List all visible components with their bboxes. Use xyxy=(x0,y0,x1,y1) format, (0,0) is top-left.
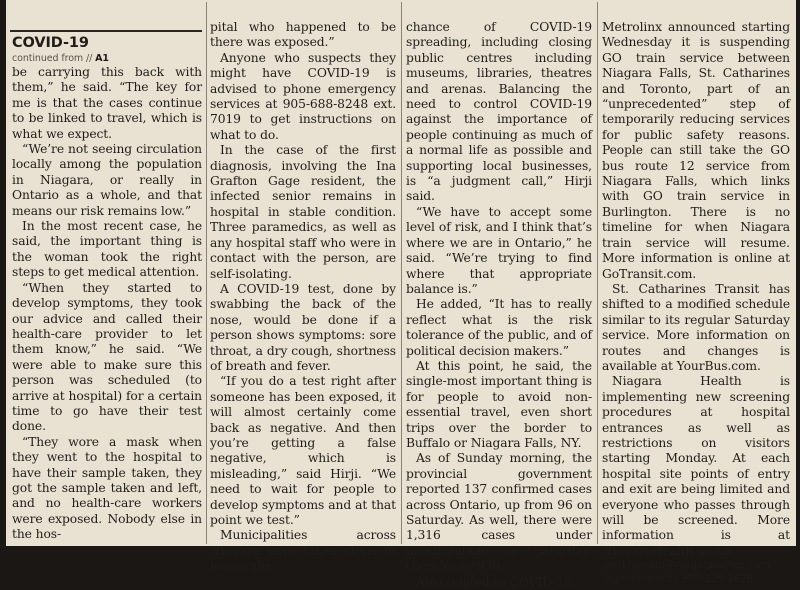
paragraph: He added, “It has to really reflect what is the risk tolerance of the public, and of political decision makers.” xyxy=(406,297,592,358)
continued-from: continued from // A1 xyxy=(12,53,109,64)
paragraph: In the most recent case, he said, the important thing is the woman took the right steps to get medical attention. xyxy=(12,219,202,280)
continued-from-text: continued from xyxy=(12,53,84,64)
continued-page: A1 xyxy=(95,53,109,64)
paragraph: “When they started to develop symptoms, they took our advice and called their health-care provider to let them know,” he said. “We were able to make sure this person was scheduled (to arrive at hospital) for a certain time to go have their test done. xyxy=(12,280,202,434)
paragraph: “If you do a test right after someone has been exposed, it will almost certainly come back as negative. And then you’re getting a false negative, which is misleading,” said Hirji. “We need to wait for people to develop symptoms and at that point we test.” xyxy=(210,374,396,527)
column-1 xyxy=(12,34,202,580)
column-divider xyxy=(206,2,207,544)
paragraph: be carrying this back with them,” he said. “The key for me is that the cases continue to be linked to travel, which is what we expect. xyxy=(12,65,202,141)
paragraph: In the case of the first diagnosis, involving the Ina Grafton Gage resident, the infected senior remains in hospital in stable condition. Three paramedics, as well as any hospital staff who were in contact with the person, are self-isolating. xyxy=(210,143,396,281)
paragraph: “We have to accept some level of risk, and I think that’s where we are in Ontario,” he said. “We’re trying to find where that appropriate balance is.” xyxy=(406,204,592,296)
paragraph: Also related to COVID-19: xyxy=(416,574,576,589)
paragraph: Metrolinx announced starting Wednesday it is suspending GO train service between Niagara Falls, St. Catharines and Toronto, part of an “unprecedented” step of temporarily reducing services for public safety reasons. People can still take the GO bus route 12 service from Niagara Falls, which links with GO train service in Burlington. There is no timeline for when Niagara train service will resume. More information is online at GoTransit.com. xyxy=(602,20,790,281)
paragraph: Anyone who suspects they might have COVID-19 is advised to phone emergency services at 905-688-8248 ext. 7019 to get instructions on what to do. xyxy=(210,50,396,142)
byline-email[interactable]: gord.howard@niagaradailies.com xyxy=(602,560,770,572)
paragraph: St. Catharines Transit has shifted to a modified schedule similar to its regular Saturday service. More information on routes and changes is available at YourBus.com. xyxy=(602,281,790,373)
column-divider xyxy=(401,2,402,544)
byline-social: @gordhoward | 905-225-1626 xyxy=(602,573,753,585)
paragraph: “We’re not seeing circulation locally among the population in Niagara, or really in Ontario as a whole, and that means our risk remains low.” xyxy=(12,142,202,218)
kicker-label: COVID-19 xyxy=(12,35,89,51)
section-rule xyxy=(10,30,202,32)
paragraph: Municipalities across Niagara have taken steps to lessen the xyxy=(210,528,396,574)
column-3 xyxy=(406,20,592,589)
newspaper-page xyxy=(6,0,796,589)
paragraph: chance of COVID-19 spreading, including closing public centres including museums, libraries, theatres and arenas. Balancing the need to control COVID-19 against the importance of people continuing as much of a normal life as possible and supporting local businesses, is “a judgment call,” Hirji said. xyxy=(406,20,592,204)
paragraph: As of Sunday morning, the provincial government reported 137 confirmed cases across Ontario, up from 96 on Saturday. As well, there were 1,316 cases under investigation; on Saturday, there were 939. xyxy=(406,451,592,574)
column-4 xyxy=(602,20,790,585)
paragraph: Niagara Health is implementing new screening procedures at hospital entrances as well as restrictions on visitors starting Monday. At each hospital site points of entry and exit are being limited and everyone who passes through will be screened. More information is at NiagaraHealth.on.ca. xyxy=(602,374,790,558)
paragraph: pital who happened to be there was exposed.” xyxy=(210,20,396,50)
column-divider xyxy=(597,2,598,544)
paragraph: At this point, he said, the single-most important thing is for people to avoid non-essential travel, even short trips over the border to Buffalo or Niagara Falls, NY. xyxy=(406,358,592,450)
paragraph: “They wore a mask when they went to the hospital to have their sample taken, they got the sample taken and left, and no health-care workers were exposed. Nobody else in the hos- xyxy=(12,434,202,542)
paragraph: A COVID-19 test, done by swabbing the back of the nose, would be done if a person shows symptoms: sore throat, a dry cough, shortness of breath and fever. xyxy=(210,281,396,373)
column-2 xyxy=(210,20,396,574)
